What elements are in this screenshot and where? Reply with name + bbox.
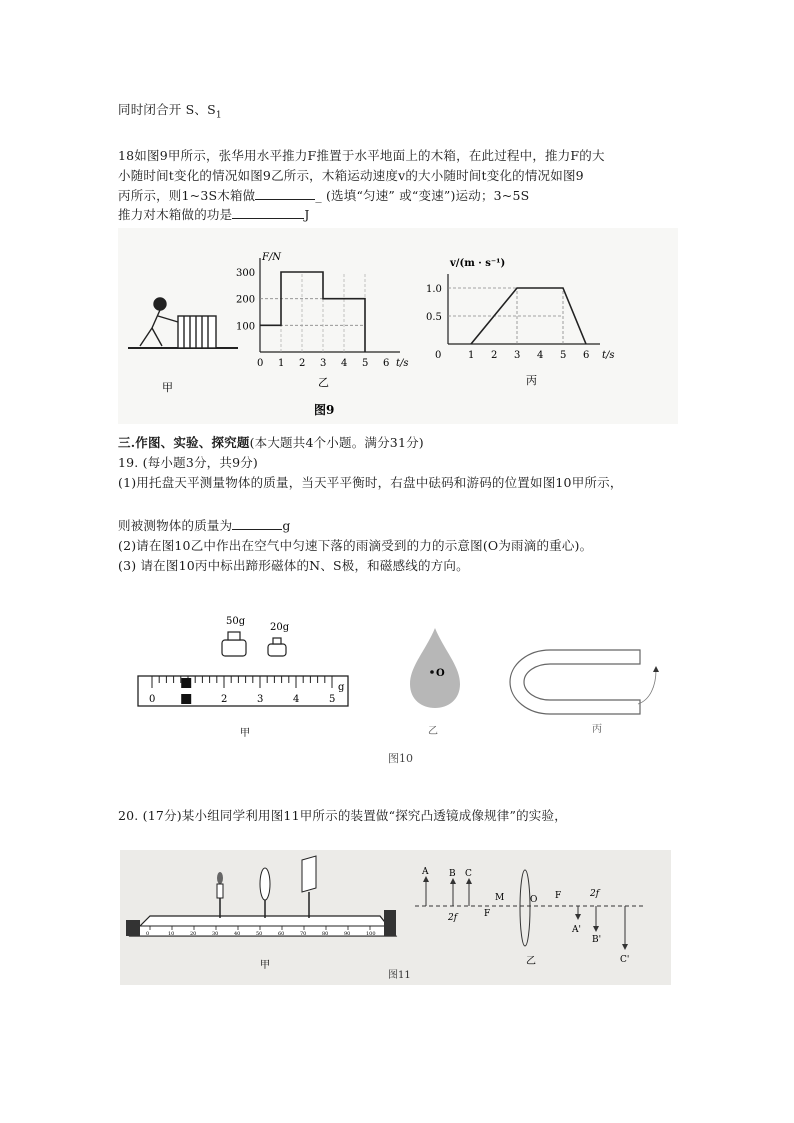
img-b: B' bbox=[592, 935, 602, 945]
pt-o: O bbox=[530, 895, 538, 905]
bench-tick-label: 0 bbox=[146, 931, 150, 937]
fig10-label-yi: 乙 bbox=[428, 726, 438, 737]
img-c: C' bbox=[620, 955, 630, 965]
q18-line1: 18如图9甲所示，张华用水平推力F推置于水平地面上的木箱，在此过程中，推力F的大 bbox=[118, 148, 605, 163]
bench-tick-label: 60 bbox=[278, 931, 285, 937]
ft-xtick-label: 1 bbox=[278, 358, 285, 369]
ft-xtick-label: 0 bbox=[257, 358, 264, 369]
raindrop-center-dot bbox=[430, 670, 434, 674]
figure-9-svg bbox=[118, 228, 678, 424]
pt-f-right: F bbox=[555, 891, 562, 901]
scale-rider-marker bbox=[181, 694, 191, 704]
fig11-label-yi: 乙 bbox=[526, 956, 536, 967]
scale-rider-marker bbox=[181, 678, 191, 688]
pt-m: M bbox=[495, 893, 505, 903]
fig9-label-jia: 甲 bbox=[162, 381, 173, 394]
section-3-title: 三.作图、实验、探究题 bbox=[118, 435, 250, 450]
magnetic-field-line bbox=[638, 670, 656, 704]
fig10-label-bing: 丙 bbox=[592, 724, 602, 735]
q18-line4-a: 推力对木箱做的功是 bbox=[118, 207, 233, 222]
bench-tick-label: 10 bbox=[168, 931, 175, 937]
horseshoe-magnet bbox=[510, 650, 640, 714]
pt-2f-right: 2f bbox=[590, 889, 600, 899]
bench-tick-label: 40 bbox=[234, 931, 241, 937]
bench-tick-label: 100 bbox=[366, 931, 376, 937]
pt-b: B bbox=[449, 869, 456, 879]
balance-scale-ruler bbox=[138, 676, 348, 706]
vt-xtick-label: 1 bbox=[468, 350, 475, 361]
q19-part3: (3) 请在图10丙中标出蹄形磁体的N、S极，和磁感线的方向。 bbox=[118, 558, 469, 573]
bench-tick-label: 80 bbox=[322, 931, 329, 937]
bench-tick-label: 90 bbox=[344, 931, 351, 937]
ft-ytick-label: 100 bbox=[236, 321, 256, 333]
fig11-label-jia: 甲 bbox=[260, 960, 270, 971]
field-arrow-icon bbox=[653, 666, 659, 672]
bench-tick-label: 50 bbox=[256, 931, 263, 937]
weight-50g-label: 50g bbox=[226, 616, 246, 627]
q19-part1-answer-text: 则被测物体的质量为 bbox=[118, 518, 233, 533]
q18-line2: 小随时间t变化的情况如图9乙所示，木箱运动速度v的大小随时间t变化的情况如图9 bbox=[118, 168, 584, 183]
figure-11-svg bbox=[120, 850, 671, 985]
q20-text: 20. (17分)某小组同学利用图11甲所示的装置做“探究凸透镜成像规律”的实验， bbox=[118, 808, 567, 823]
pt-f-left: F bbox=[484, 909, 491, 919]
vt-ylabel: v/(m · s⁻¹) bbox=[450, 258, 506, 269]
ft-xlabel: t/s bbox=[396, 358, 409, 369]
ft-xtick-label: 5 bbox=[362, 358, 369, 369]
scale-tick-label: 5 bbox=[329, 694, 336, 705]
bench-tick-label: 20 bbox=[190, 931, 197, 937]
q17-tail bbox=[118, 100, 222, 121]
ft-ylabel: F/N bbox=[262, 252, 282, 263]
q18-blank-motion bbox=[255, 187, 315, 200]
scale-unit-label: g bbox=[338, 682, 345, 693]
fig9-label-yi: 乙 bbox=[318, 376, 329, 389]
bench-tick-label: 70 bbox=[300, 931, 307, 937]
raindrop-center-label: O bbox=[436, 668, 445, 679]
img-a: A' bbox=[572, 925, 581, 935]
ft-ytick-label: 300 bbox=[236, 268, 256, 279]
weight-20g-label: 20g bbox=[270, 622, 290, 633]
ft-xtick-label: 6 bbox=[383, 358, 390, 369]
fig11-caption: 图11 bbox=[388, 970, 411, 981]
vt-ytick-label: 0.5 bbox=[426, 312, 442, 323]
vt-xtick-label: 5 bbox=[560, 350, 567, 361]
q19-unit: g bbox=[282, 518, 291, 533]
q19-blank-mass bbox=[232, 517, 282, 530]
fig9-caption: 图9 bbox=[314, 403, 335, 417]
q18-blank-work bbox=[232, 206, 304, 219]
q19-part2: (2)请在图10乙中作出在空气中匀速下落的雨滴受到的力的示意图(O为雨滴的重心)。 bbox=[118, 538, 593, 553]
q17-subscript: 1 bbox=[215, 110, 222, 121]
pt-2f-left: 2f bbox=[448, 913, 458, 923]
q19-head: 19. (每小题3分，共9分) bbox=[118, 455, 259, 470]
fig9-label-bing: 丙 bbox=[526, 374, 537, 387]
q19-part1-answer bbox=[118, 516, 291, 534]
vt-ytick-label: 1.0 bbox=[426, 284, 442, 295]
vt-xtick-label: 2 bbox=[491, 350, 498, 361]
vt-xtick-label: 0 bbox=[435, 350, 442, 361]
q18-line3: 丙所示，则1~3S木箱做 _ (选填“匀速” 或“变速”)运动；3~5S bbox=[118, 188, 530, 203]
scale-body bbox=[138, 676, 348, 706]
figure-10-svg bbox=[130, 610, 690, 770]
vt-xtick-label: 4 bbox=[537, 350, 544, 361]
figure-10 bbox=[130, 610, 690, 770]
scale-tick-label: 2 bbox=[221, 694, 228, 705]
q18-line4 bbox=[118, 205, 310, 223]
vt-xtick-label: 3 bbox=[514, 350, 521, 361]
vt-xlabel: t/s bbox=[602, 350, 615, 361]
section-3-heading bbox=[118, 433, 424, 451]
q17-tail-text: 同时闭合开 S、S bbox=[118, 102, 216, 117]
ft-xtick-label: 3 bbox=[320, 358, 327, 369]
ft-ytick-label: 200 bbox=[236, 294, 256, 306]
q18-line4-b: J bbox=[304, 207, 310, 222]
weights-illustration bbox=[222, 632, 286, 656]
q18-line3-a: 丙所示，则1~3S木箱做 bbox=[118, 188, 256, 203]
q19-part1: (1)用托盘天平测量物体的质量，当天平平衡时，右盘中砝码和游码的位置如图10甲所示， bbox=[118, 475, 623, 490]
fig10-caption: 图10 bbox=[388, 752, 413, 765]
bench-tick-label: 30 bbox=[212, 931, 219, 937]
raindrop-shape bbox=[410, 628, 460, 708]
fig10-label-jia: 甲 bbox=[240, 728, 250, 739]
vt-xtick-label: 6 bbox=[583, 350, 590, 361]
ft-xtick-label: 2 bbox=[299, 358, 306, 369]
figure-9 bbox=[118, 228, 678, 424]
scale-tick-label: 4 bbox=[293, 694, 300, 705]
scale-tick-label: 3 bbox=[257, 694, 264, 705]
pt-c: C bbox=[465, 869, 472, 879]
section-3-note: (本大题共4个小题。满分31分) bbox=[249, 435, 424, 450]
ft-xtick-label: 4 bbox=[341, 358, 348, 369]
scale-tick-label: 0 bbox=[149, 694, 156, 705]
pt-a: A bbox=[422, 867, 429, 877]
q18-line3-b: (选填“匀速” 或“变速”)运动；3~5S bbox=[325, 188, 530, 203]
figure-11 bbox=[120, 850, 671, 985]
